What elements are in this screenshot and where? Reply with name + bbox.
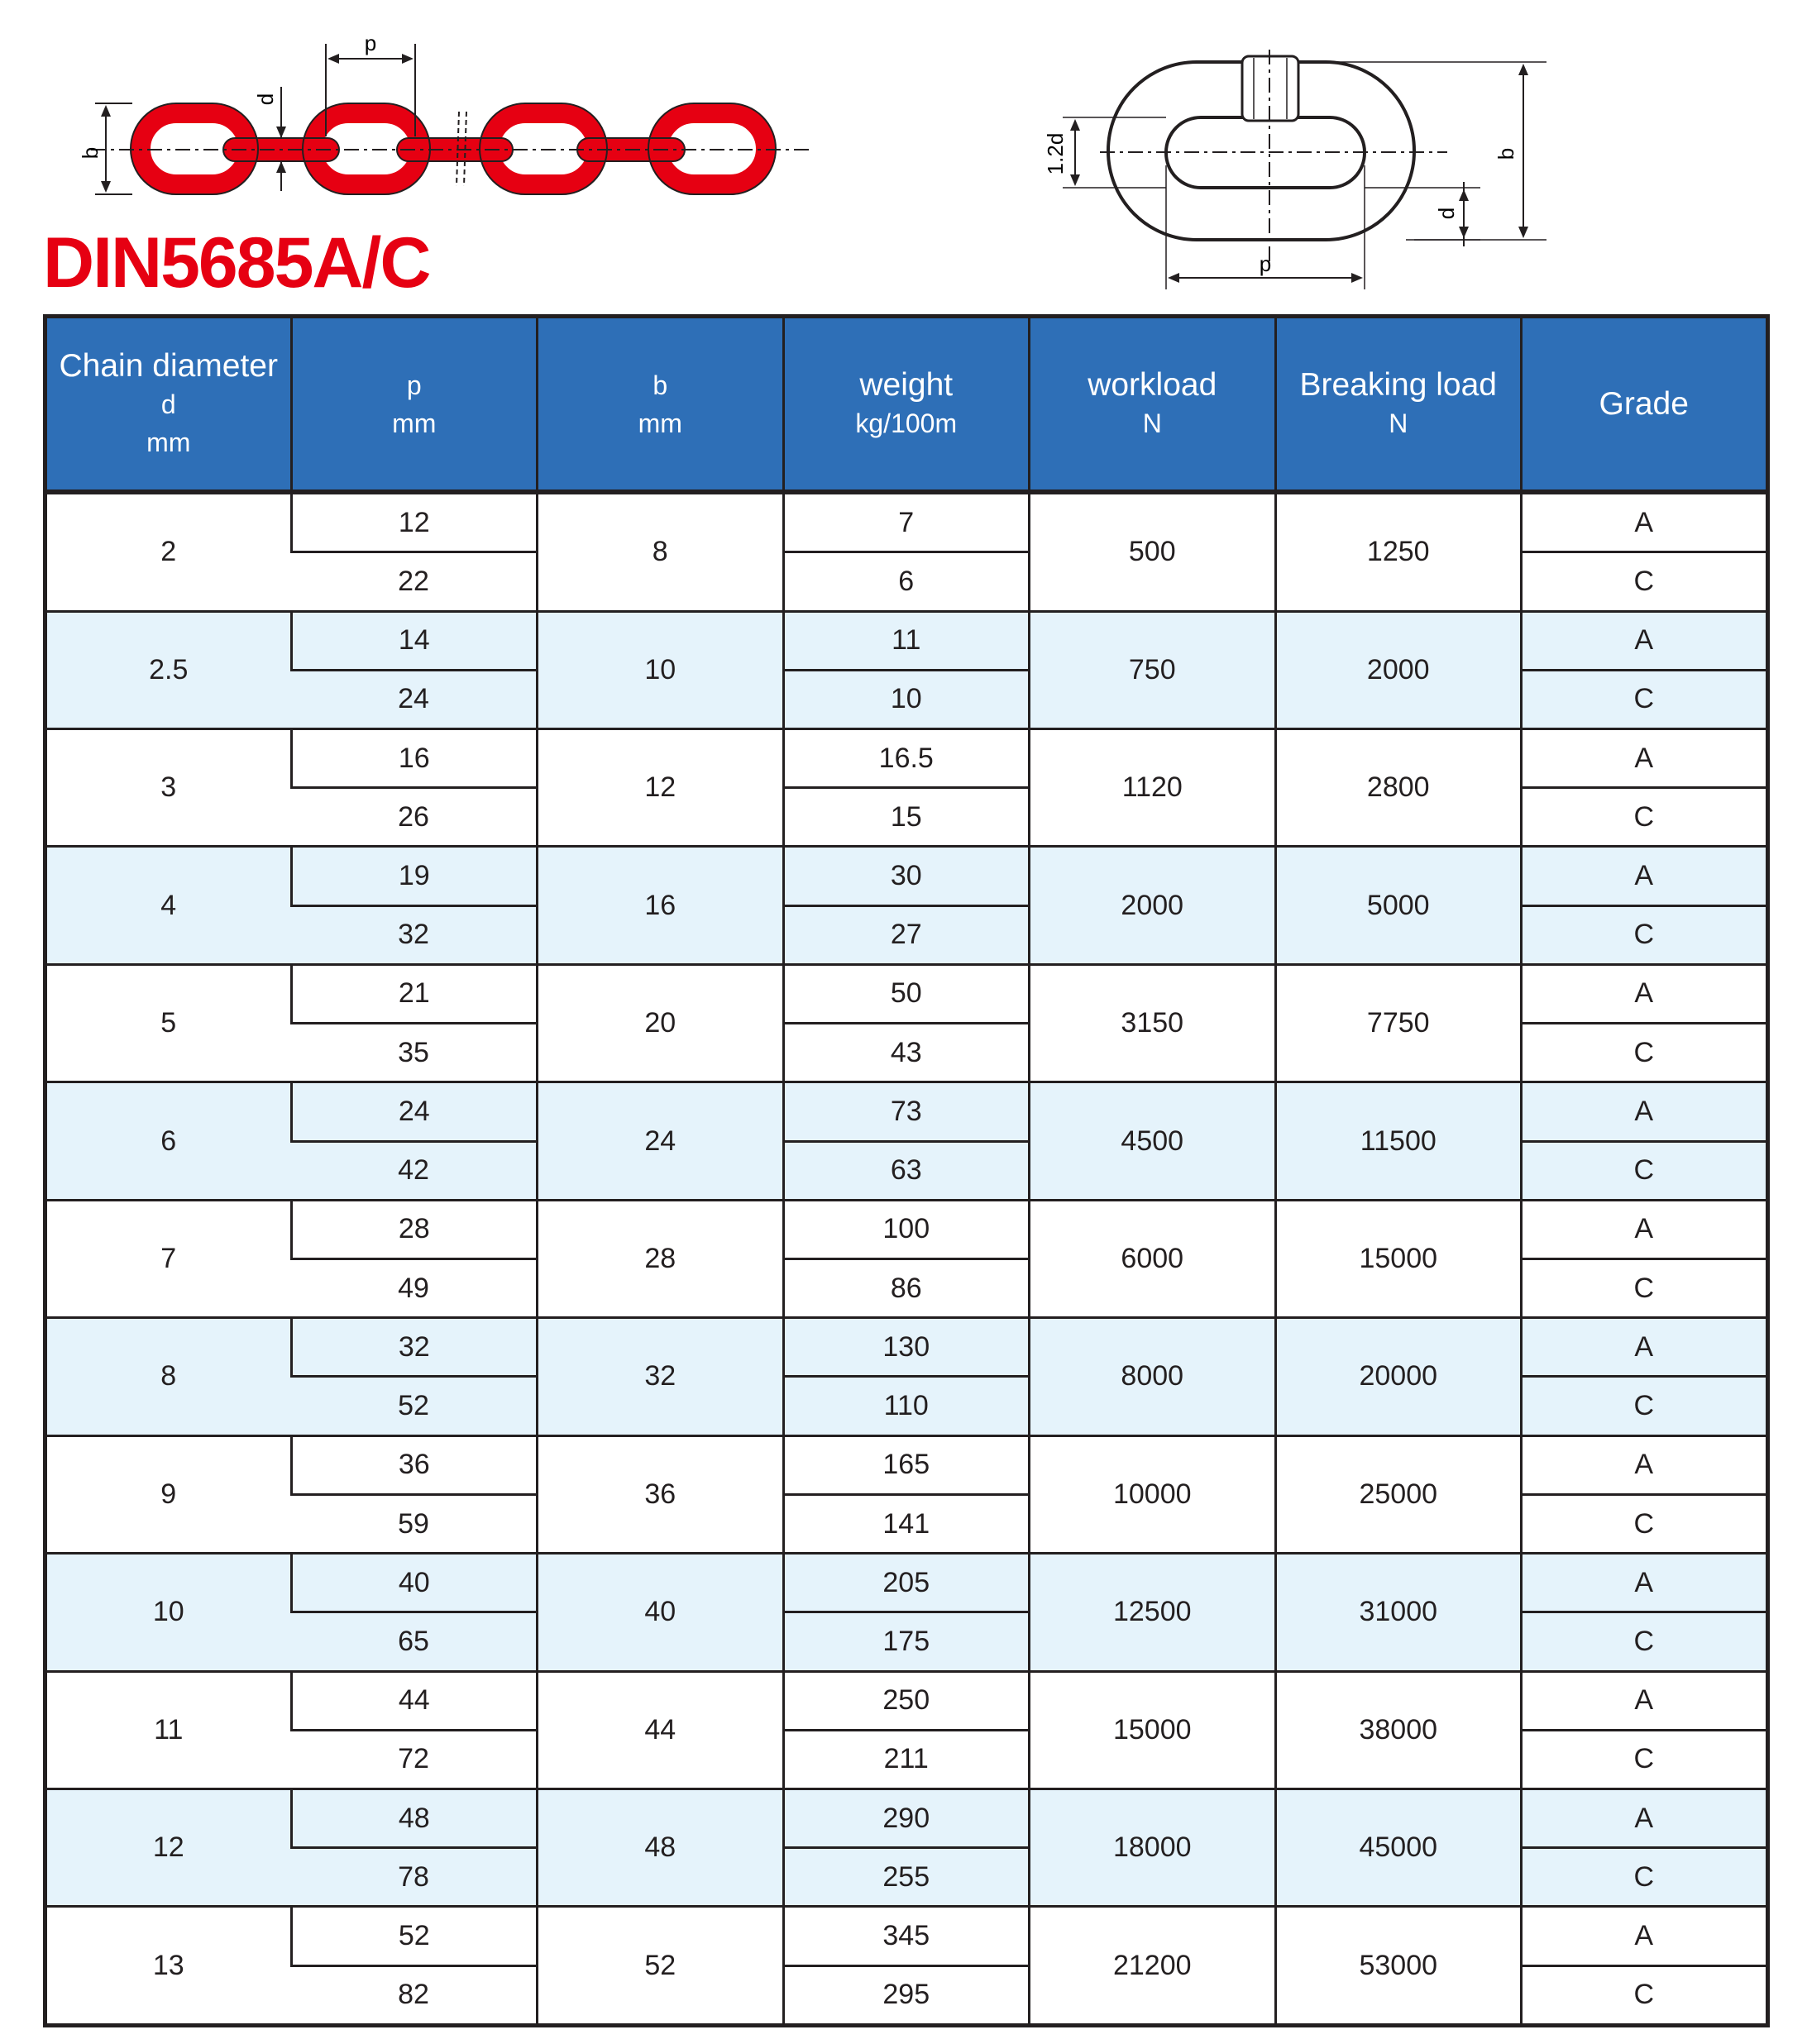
- header-b: b mm: [538, 317, 784, 493]
- cell-p: 42: [291, 1141, 538, 1200]
- cell-b: 44: [538, 1671, 784, 1788]
- table-row: [45, 1200, 1768, 1258]
- cell-grade: C: [1522, 1024, 1768, 1082]
- cell-b: 10: [538, 611, 784, 728]
- cell-workload: 12500: [1030, 1554, 1276, 1671]
- table-row: [45, 1789, 1768, 1848]
- cell-grade: A: [1522, 1318, 1768, 1377]
- cell-weight: 50: [783, 964, 1030, 1023]
- table-row-group: [45, 1554, 1768, 1671]
- cell-p: 28: [291, 1200, 538, 1258]
- cell-chain-diameter: 13: [45, 1907, 292, 2026]
- cell-workload: 15000: [1030, 1671, 1276, 1788]
- chain-b-label: b: [78, 146, 103, 160]
- cell-grade: A: [1522, 847, 1768, 905]
- cell-breaking-load: 11500: [1275, 1082, 1522, 1200]
- table-row-group: [45, 1671, 1768, 1788]
- cell-workload: 1120: [1030, 728, 1276, 846]
- cell-breaking-load: 2800: [1275, 728, 1522, 846]
- cell-weight: 100: [783, 1200, 1030, 1258]
- cell-workload: 21200: [1030, 1907, 1276, 2026]
- table-row-group: [45, 1907, 1768, 2026]
- link-12d-label: 1.2d: [1043, 132, 1068, 175]
- cell-p: 40: [291, 1554, 538, 1612]
- table-row: [45, 1435, 1768, 1494]
- cell-weight: 30: [783, 847, 1030, 905]
- cell-p: 44: [291, 1671, 538, 1730]
- cell-p: 12: [291, 492, 538, 552]
- cell-b: 12: [538, 728, 784, 846]
- chain-diagram: [78, 29, 827, 203]
- cell-grade: C: [1522, 1258, 1768, 1317]
- cell-workload: 500: [1030, 492, 1276, 611]
- cell-chain-diameter: 12: [45, 1789, 292, 1907]
- cell-b: 20: [538, 964, 784, 1082]
- table-row-group: [45, 1200, 1768, 1317]
- cell-breaking-load: 5000: [1275, 847, 1522, 964]
- cell-weight: 27: [783, 905, 1030, 964]
- cell-grade: C: [1522, 1848, 1768, 1907]
- table-row: [45, 1554, 1768, 1612]
- cell-breaking-load: 2000: [1275, 611, 1522, 728]
- cell-chain-diameter: 5: [45, 964, 292, 1082]
- cell-p: 24: [291, 1082, 538, 1141]
- cell-workload: 750: [1030, 611, 1276, 728]
- cell-workload: 8000: [1030, 1318, 1276, 1435]
- cell-b: 36: [538, 1435, 784, 1553]
- cell-p: 19: [291, 847, 538, 905]
- cell-grade: C: [1522, 1494, 1768, 1553]
- table-row: [45, 964, 1768, 1023]
- link-diagram: [1017, 41, 1580, 298]
- table-row-group: [45, 728, 1768, 846]
- cell-p: 49: [398, 1272, 429, 1304]
- cell-b: 28: [538, 1200, 784, 1317]
- cell-grade: A: [1522, 728, 1768, 787]
- cell-weight: 141: [783, 1494, 1030, 1553]
- header-workload: workload N: [1030, 317, 1276, 493]
- cell-p: 35: [398, 1036, 429, 1068]
- chain-d-label: d: [253, 93, 278, 106]
- cell-breaking-load: 20000: [1275, 1318, 1522, 1435]
- cell-weight: 295: [783, 1965, 1030, 2025]
- cell-weight: 86: [783, 1258, 1030, 1317]
- cell-workload: 2000: [1030, 847, 1276, 964]
- cell-breaking-load: 53000: [1275, 1907, 1522, 2026]
- cell-grade: A: [1522, 964, 1768, 1023]
- cell-grade: A: [1522, 1671, 1768, 1730]
- cell-grade: A: [1522, 1435, 1768, 1494]
- cell-weight: 10: [783, 670, 1030, 728]
- cell-grade: C: [1522, 1141, 1768, 1200]
- cell-weight: 165: [783, 1435, 1030, 1494]
- chain-links: [131, 103, 776, 194]
- cell-grade: A: [1522, 611, 1768, 670]
- table-row: [45, 847, 1768, 905]
- table-row-group: [45, 847, 1768, 964]
- table-row: [45, 492, 1768, 552]
- cell-grade: C: [1522, 788, 1768, 847]
- cell-b: 24: [538, 1082, 784, 1200]
- cell-p: 72: [398, 1743, 429, 1775]
- cell-weight: 43: [783, 1024, 1030, 1082]
- cell-weight: 250: [783, 1671, 1030, 1730]
- cell-breaking-load: 7750: [1275, 964, 1522, 1082]
- header-weight: weight kg/100m: [783, 317, 1030, 493]
- cell-weight: 345: [783, 1907, 1030, 1965]
- cell-weight: 63: [783, 1141, 1030, 1200]
- cell-grade: C: [1522, 905, 1768, 964]
- cell-b: 52: [538, 1907, 784, 2026]
- table-row: [45, 1082, 1768, 1141]
- cell-b: 48: [538, 1789, 784, 1907]
- cell-weight: 7: [783, 492, 1030, 552]
- cell-p: 24: [291, 670, 538, 728]
- cell-chain-diameter: 8: [45, 1318, 292, 1435]
- cell-p: 82: [398, 1979, 429, 2011]
- cell-p: 59: [398, 1507, 429, 1540]
- cell-chain-diameter: 6: [45, 1082, 292, 1200]
- cell-weight: 73: [783, 1082, 1030, 1141]
- cell-grade: A: [1522, 1200, 1768, 1258]
- cell-chain-diameter: 2.5: [45, 611, 292, 728]
- link-p-label: p: [1259, 251, 1272, 276]
- cell-p: 48: [291, 1789, 538, 1848]
- cell-weight: 255: [783, 1848, 1030, 1907]
- cell-grade: A: [1522, 1907, 1768, 1965]
- cell-workload: 3150: [1030, 964, 1276, 1082]
- cell-grade: C: [1522, 1612, 1768, 1671]
- cell-weight: 16.5: [783, 728, 1030, 787]
- link-outline: [1108, 56, 1414, 240]
- link-d-label: d: [1434, 207, 1459, 220]
- cell-p: 65: [291, 1612, 538, 1671]
- cell-grade: C: [1522, 1730, 1768, 1788]
- cell-chain-diameter: 2: [45, 492, 292, 611]
- cell-grade: C: [1522, 670, 1768, 728]
- cell-p: 32: [291, 905, 538, 964]
- cell-breaking-load: 25000: [1275, 1435, 1522, 1553]
- cell-p: 32: [291, 1318, 538, 1377]
- cell-b: 40: [538, 1554, 784, 1671]
- cell-workload: 10000: [1030, 1435, 1276, 1553]
- header-breaking-load: Breaking load N: [1275, 317, 1522, 493]
- cell-grade: A: [1522, 1082, 1768, 1141]
- cell-p: 16: [291, 728, 538, 787]
- cell-weight: 130: [783, 1318, 1030, 1377]
- header-grade: Grade: [1522, 317, 1768, 493]
- table-row-group: [45, 1789, 1768, 1907]
- cell-workload: 4500: [1030, 1082, 1276, 1200]
- link-b-label: b: [1494, 147, 1518, 160]
- cell-weight: 11: [783, 611, 1030, 670]
- cell-grade: A: [1522, 492, 1768, 552]
- table-row-group: [45, 611, 1768, 728]
- cell-chain-diameter: 9: [45, 1435, 292, 1553]
- cell-workload: 6000: [1030, 1200, 1276, 1317]
- cell-b: 16: [538, 847, 784, 964]
- cell-breaking-load: 1250: [1275, 492, 1522, 611]
- cell-grade: A: [1522, 1789, 1768, 1848]
- header-chain-diameter: Chain diameter d mm: [45, 317, 292, 493]
- spec-table: [43, 314, 1770, 2027]
- page-title: DIN5685A/C: [43, 223, 430, 303]
- cell-weight: 290: [783, 1789, 1030, 1848]
- cell-grade: C: [1522, 1965, 1768, 2025]
- table-row-group: [45, 1318, 1768, 1435]
- cell-weight: 6: [783, 552, 1030, 611]
- cell-p: 52: [291, 1377, 538, 1435]
- cell-breaking-load: 31000: [1275, 1554, 1522, 1671]
- cell-grade: C: [1522, 552, 1768, 611]
- header-p: p mm: [291, 317, 538, 493]
- table-row: [45, 1318, 1768, 1377]
- cell-p: 21: [291, 964, 538, 1023]
- cell-weight: 205: [783, 1554, 1030, 1612]
- cell-p: 52: [291, 1907, 538, 1965]
- cell-grade: A: [1522, 1554, 1768, 1612]
- table-row: [45, 1907, 1768, 1965]
- cell-p: 14: [291, 611, 538, 670]
- cell-breaking-load: 45000: [1275, 1789, 1522, 1907]
- cell-chain-diameter: 3: [45, 728, 292, 846]
- cell-workload: 18000: [1030, 1789, 1276, 1907]
- cell-b: 32: [538, 1318, 784, 1435]
- cell-breaking-load: 38000: [1275, 1671, 1522, 1788]
- table-row: [45, 611, 1768, 670]
- cell-weight: 15: [783, 788, 1030, 847]
- cell-chain-diameter: 7: [45, 1200, 292, 1317]
- cell-weight: 211: [783, 1730, 1030, 1788]
- cell-chain-diameter: 4: [45, 847, 292, 964]
- cell-p: 36: [291, 1435, 538, 1494]
- cell-p: 78: [291, 1848, 538, 1907]
- table-row-group: [45, 1082, 1768, 1200]
- cell-breaking-load: 15000: [1275, 1200, 1522, 1317]
- cell-p: 26: [398, 800, 429, 833]
- cell-weight: 175: [783, 1612, 1030, 1671]
- table-row-group: [45, 1435, 1768, 1553]
- cell-weight: 110: [783, 1377, 1030, 1435]
- cell-grade: C: [1522, 1377, 1768, 1435]
- cell-p: 22: [398, 565, 429, 597]
- table-row: [45, 1671, 1768, 1730]
- cell-b: 8: [538, 492, 784, 611]
- chain-p-label: p: [364, 31, 377, 55]
- table-row-group: [45, 964, 1768, 1082]
- cell-chain-diameter: 11: [45, 1671, 292, 1788]
- table-row: [45, 728, 1768, 787]
- table-row-group: [45, 492, 1768, 611]
- cell-chain-diameter: 10: [45, 1554, 292, 1671]
- table-header: [45, 317, 1768, 493]
